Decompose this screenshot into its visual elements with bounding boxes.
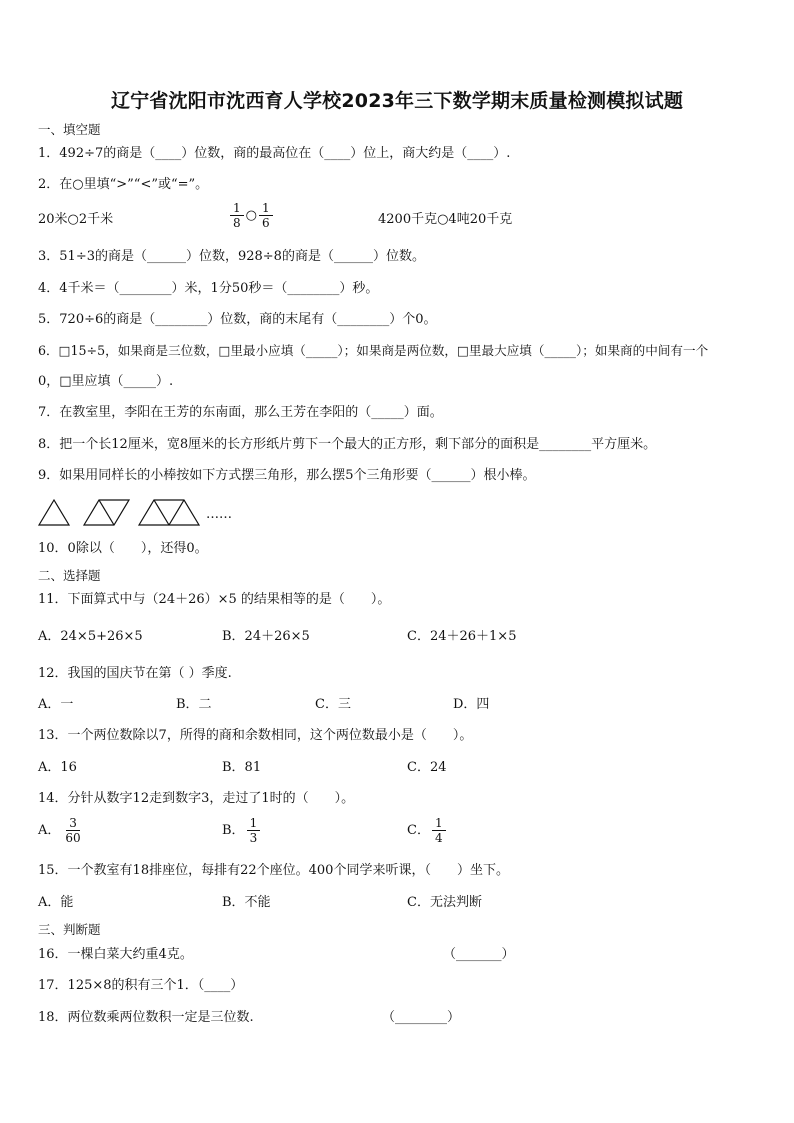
section-judge: 三、判断题 (38, 922, 101, 937)
question-12: 12．我国的国庆节在第（ ）季度. (38, 666, 232, 681)
triangles-figure (38, 498, 208, 528)
question-17: 17．125×8的积有三个1．（____） (38, 978, 244, 993)
q14-option-a-label: A． (38, 823, 61, 838)
question-16: 16．一棵白菜大约重4克。 (38, 947, 193, 962)
q12-option-c: C．三 (315, 697, 351, 712)
q15-option-b: B．不能 (222, 895, 271, 910)
triangle-pair-2-divider (99, 500, 114, 525)
question-8: 8．把一个长12厘米，宽8厘米的长方形纸片剪下一个最大的正方形，剩下部分的面积是________平方厘米。 (38, 437, 657, 452)
page-title: 辽宁省沈阳市沈西育人学校2023年三下数学期末质量检测模拟试题 (110, 90, 684, 112)
question-7: 7．在教室里，李阳在王芳的东南面，那么王芳在李阳的（_____）面。 (38, 405, 443, 420)
q15-option-c: C．无法判断 (407, 895, 482, 910)
q14-option-b-label: B． (222, 823, 245, 838)
fraction-1-8: $\frac{1}{8}$ (230, 201, 244, 230)
q14-option-c-fraction: $\frac{1}{4}$ (432, 816, 446, 845)
q11-option-a: A．24×5+26×5 (38, 629, 143, 644)
q11-option-b: B．24＋26×5 (222, 629, 310, 644)
question-4: 4．4千米＝（________）米，1分50秒＝（________）秒。 (38, 281, 379, 296)
q14-option-c (407, 816, 448, 845)
question-6-line-1: 6．□15÷5，如果商是三位数，□里最小应填（_____）；如果商是两位数，□里最大应填（_____）；如果商的中间有一个 (38, 343, 709, 358)
question-3: 3．51÷3的商是（______）位数，928÷8的商是（______）位数。 (38, 249, 425, 264)
q12-option-d: D．四 (453, 697, 490, 712)
question-14: 14．分针从数字12走到数字3，走过了1时的（ ）。 (38, 791, 355, 806)
q14-option-c-label: C． (407, 823, 430, 838)
q14-option-a (38, 816, 86, 845)
question-10: 10．0除以（ ），还得0。 (38, 541, 208, 556)
question-11: 11．下面算式中与（24＋26）×5 的结果相等的是（ ）。 (38, 592, 391, 607)
question-5: 5．720÷6的商是（________）位数，商的末尾有（________）个0。 (38, 312, 437, 327)
question-9: 9．如果用同样长的小棒按如下方式摆三角形，那么摆5个三角形要（______）根小棒。 (38, 468, 536, 483)
question-2a: 20米○2千米 (38, 212, 114, 227)
question-15: 15．一个教室有18排座位，每排有22个座位。400个同学来听课，（ ）坐下。 (38, 863, 509, 878)
triangle-trio-3-divider-b (169, 500, 184, 525)
question-6-line-2: 0，□里应填（_____）. (38, 374, 174, 389)
q12-option-a: A．一 (38, 697, 74, 712)
triangle-trio-3 (139, 500, 199, 525)
q14-option-a-fraction: $\frac{3}{60}$ (65, 816, 81, 845)
q11-option-c: C．24＋26＋1×5 (407, 629, 517, 644)
section-fill-in: 一、填空题 (38, 122, 101, 137)
q14-option-b (222, 816, 262, 845)
q15-option-a: A．能 (38, 895, 74, 910)
question-2: 2．在○里填“>”“<”或“=”。 (38, 177, 209, 192)
fraction-1-6: $\frac{1}{6}$ (259, 201, 273, 230)
triangle-trio-3-divider-a (154, 500, 169, 525)
q14-option-b-fraction: $\frac{1}{3}$ (247, 816, 261, 845)
question-1: 1．492÷7的商是（____）位数，商的最高位在（____）位上，商大约是（____）. (38, 146, 511, 161)
ellipsis: …… (206, 507, 232, 522)
question-16-blank: （_______） (443, 947, 515, 962)
triangle-1 (39, 500, 69, 525)
section-choice: 二、选择题 (38, 568, 101, 583)
question-18-blank: （________） (382, 1010, 461, 1025)
compare-circle: ○ (245, 208, 257, 223)
q12-option-b: B．二 (176, 697, 212, 712)
question-13: 13．一个两位数除以7，所得的商和余数相同，这个两位数最小是（ ）。 (38, 728, 473, 743)
q13-option-b: B．81 (222, 760, 262, 775)
question-2b (228, 201, 275, 230)
question-2c: 4200千克○4吨20千克 (378, 212, 513, 227)
q13-option-a: A．16 (38, 760, 77, 775)
q13-option-c: C．24 (407, 760, 447, 775)
question-18: 18．两位数乘两位数积一定是三位数. (38, 1010, 254, 1025)
